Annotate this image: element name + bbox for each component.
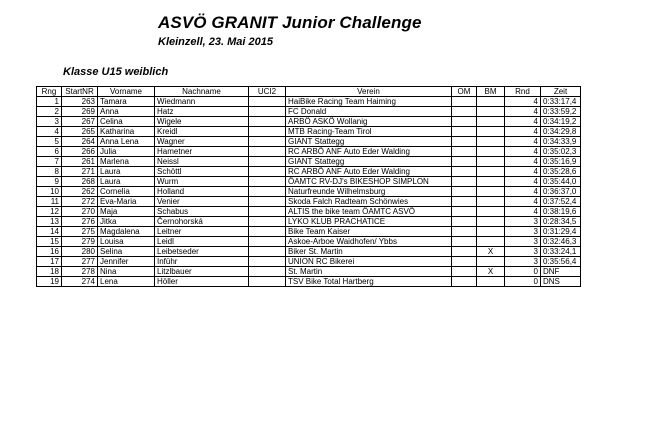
last-name-cell: Leibetseder (155, 247, 249, 257)
last-name-cell: Wigele (155, 117, 249, 127)
col-header-bm: BM (477, 87, 505, 97)
uci-cell (249, 167, 286, 177)
om-cell (452, 257, 477, 267)
laps-cell: 4 (505, 137, 541, 147)
time-cell: 0:35:44,0 (541, 177, 581, 187)
time-cell: 0:38:19,6 (541, 207, 581, 217)
time-cell: 0:35:28,6 (541, 167, 581, 177)
rank-cell: 19 (37, 277, 62, 287)
rank-cell: 10 (37, 187, 62, 197)
col-header-om: OM (452, 87, 477, 97)
om-cell (452, 157, 477, 167)
last-name-cell: Inführ (155, 257, 249, 267)
results-table-body (37, 97, 581, 287)
uci-cell (249, 247, 286, 257)
rank-cell: 17 (37, 257, 62, 267)
laps-cell: 4 (505, 187, 541, 197)
start-number-cell: 272 (62, 197, 98, 207)
col-header-rnd: Rnd (505, 87, 541, 97)
time-cell: 0:35:16,9 (541, 157, 581, 167)
table-row (37, 117, 581, 127)
om-cell (452, 217, 477, 227)
club-cell: GIANT Stattegg (286, 157, 452, 167)
uci-cell (249, 117, 286, 127)
table-row (37, 207, 581, 217)
first-name-cell: Nina (98, 267, 155, 277)
bm-cell (477, 277, 505, 287)
laps-cell: 4 (505, 117, 541, 127)
table-row (37, 177, 581, 187)
laps-cell: 3 (505, 217, 541, 227)
start-number-cell: 277 (62, 257, 98, 267)
time-cell: 0:32:46,3 (541, 237, 581, 247)
time-cell: 0:34:29,8 (541, 127, 581, 137)
table-row (37, 227, 581, 237)
start-number-cell: 269 (62, 107, 98, 117)
uci-cell (249, 187, 286, 197)
bm-cell (477, 197, 505, 207)
uci-cell (249, 277, 286, 287)
start-number-cell: 264 (62, 137, 98, 147)
time-cell: 0:33:24,1 (541, 247, 581, 257)
start-number-cell: 267 (62, 117, 98, 127)
col-header-uci2: UCI2 (249, 87, 286, 97)
first-name-cell: Lena (98, 277, 155, 287)
table-row (37, 237, 581, 247)
col-header-rng: Rng (37, 87, 62, 97)
first-name-cell: Magdalena (98, 227, 155, 237)
uci-cell (249, 257, 286, 267)
rank-cell: 8 (37, 167, 62, 177)
rank-cell: 11 (37, 197, 62, 207)
table-row (37, 137, 581, 147)
start-number-cell: 271 (62, 167, 98, 177)
first-name-cell: Laura (98, 167, 155, 177)
club-cell: FC Donald (286, 107, 452, 117)
start-number-cell: 270 (62, 207, 98, 217)
last-name-cell: Höller (155, 277, 249, 287)
laps-cell: 3 (505, 227, 541, 237)
bm-cell (477, 177, 505, 187)
bm-cell: X (477, 267, 505, 277)
first-name-cell: Laura (98, 177, 155, 187)
table-row (37, 187, 581, 197)
start-number-cell: 261 (62, 157, 98, 167)
club-cell: Bike Team Kaiser (286, 227, 452, 237)
uci-cell (249, 157, 286, 167)
laps-cell: 4 (505, 197, 541, 207)
om-cell (452, 247, 477, 257)
table-row (37, 167, 581, 177)
laps-cell: 3 (505, 237, 541, 247)
om-cell (452, 267, 477, 277)
last-name-cell: Hatz (155, 107, 249, 117)
bm-cell (477, 167, 505, 177)
club-cell: Biker St. Martin (286, 247, 452, 257)
rank-cell: 9 (37, 177, 62, 187)
last-name-cell: Schabus (155, 207, 249, 217)
uci-cell (249, 177, 286, 187)
bm-cell (477, 207, 505, 217)
club-cell: Naturfreunde Wilhelmsburg (286, 187, 452, 197)
bm-cell: X (477, 247, 505, 257)
club-cell: Askoe-Arboe Waidhofen/ Ybbs (286, 237, 452, 247)
club-cell: HaiBike Racing Team Haiming (286, 97, 452, 107)
class-heading: Klasse U15 weiblich (63, 66, 169, 78)
uci-cell (249, 97, 286, 107)
table-row (37, 157, 581, 167)
club-cell: ALTIS the bike team ÖAMTC ASVÖ (286, 207, 452, 217)
laps-cell: 0 (505, 267, 541, 277)
last-name-cell: Wagner (155, 137, 249, 147)
start-number-cell: 263 (62, 97, 98, 107)
col-header-vorname: Vorname (98, 87, 155, 97)
time-cell: 0:35:02,3 (541, 147, 581, 157)
uci-cell (249, 237, 286, 247)
club-cell: St. Martin (286, 267, 452, 277)
table-row (37, 257, 581, 267)
bm-cell (477, 157, 505, 167)
laps-cell: 4 (505, 147, 541, 157)
laps-cell: 3 (505, 247, 541, 257)
time-cell: 0:34:19,2 (541, 117, 581, 127)
start-number-cell: 278 (62, 267, 98, 277)
bm-cell (477, 257, 505, 267)
time-cell: 0:33:59,2 (541, 107, 581, 117)
first-name-cell: Celina (98, 117, 155, 127)
time-cell: 0:31:29,4 (541, 227, 581, 237)
uci-cell (249, 197, 286, 207)
start-number-cell: 265 (62, 127, 98, 137)
rank-cell: 14 (37, 227, 62, 237)
laps-cell: 4 (505, 127, 541, 137)
start-number-cell: 266 (62, 147, 98, 157)
results-table (36, 86, 581, 287)
table-row (37, 247, 581, 257)
first-name-cell: Louisa (98, 237, 155, 247)
table-row (37, 197, 581, 207)
club-cell: ÖAMTC RV-DJ's BIKESHOP SIMPLON (286, 177, 452, 187)
rank-cell: 18 (37, 267, 62, 277)
bm-cell (477, 97, 505, 107)
time-cell: DNF (541, 267, 581, 277)
rank-cell: 16 (37, 247, 62, 257)
first-name-cell: Eva-Maria (98, 197, 155, 207)
club-cell: RC ARBÖ ANF Auto Eder Walding (286, 147, 452, 157)
first-name-cell: Tamara (98, 97, 155, 107)
first-name-cell: Cornelia (98, 187, 155, 197)
uci-cell (249, 207, 286, 217)
club-cell: TSV Bike Total Hartberg (286, 277, 452, 287)
om-cell (452, 177, 477, 187)
laps-cell: 4 (505, 177, 541, 187)
event-location-date: Kleinzell, 23. Mai 2015 (158, 36, 273, 48)
om-cell (452, 277, 477, 287)
col-header-verein: Verein (286, 87, 452, 97)
col-header-startnr: StartNR (62, 87, 98, 97)
last-name-cell: Venier (155, 197, 249, 207)
rank-cell: 12 (37, 207, 62, 217)
first-name-cell: Marlena (98, 157, 155, 167)
last-name-cell: Hametner (155, 147, 249, 157)
uci-cell (249, 267, 286, 277)
om-cell (452, 187, 477, 197)
club-cell: ARBÖ ASKÖ Wollanig (286, 117, 452, 127)
time-cell: 0:35:56,4 (541, 257, 581, 267)
rank-cell: 5 (37, 137, 62, 147)
club-cell: MTB Racing-Team Tirol (286, 127, 452, 137)
bm-cell (477, 127, 505, 137)
om-cell (452, 127, 477, 137)
rank-cell: 1 (37, 97, 62, 107)
laps-cell: 4 (505, 157, 541, 167)
start-number-cell: 262 (62, 187, 98, 197)
rank-cell: 2 (37, 107, 62, 117)
page-title: ASVÖ GRANIT Junior Challenge (158, 13, 422, 32)
om-cell (452, 97, 477, 107)
first-name-cell: Jennifer (98, 257, 155, 267)
start-number-cell: 276 (62, 217, 98, 227)
laps-cell: 4 (505, 97, 541, 107)
first-name-cell: Selina (98, 247, 155, 257)
last-name-cell: Litzlbauer (155, 267, 249, 277)
uci-cell (249, 127, 286, 137)
om-cell (452, 167, 477, 177)
laps-cell: 4 (505, 167, 541, 177)
rank-cell: 6 (37, 147, 62, 157)
time-cell: 0:33:17,4 (541, 97, 581, 107)
table-row (37, 217, 581, 227)
club-cell: LYKO KLUB PRACHATICE (286, 217, 452, 227)
rank-cell: 7 (37, 157, 62, 167)
last-name-cell: Leitner (155, 227, 249, 237)
first-name-cell: Anna Lena (98, 137, 155, 147)
om-cell (452, 237, 477, 247)
rank-cell: 15 (37, 237, 62, 247)
time-cell: DNS (541, 277, 581, 287)
table-row (37, 267, 581, 277)
uci-cell (249, 147, 286, 157)
bm-cell (477, 187, 505, 197)
col-header-zeit: Zeit (541, 87, 581, 97)
om-cell (452, 137, 477, 147)
last-name-cell: Kreidl (155, 127, 249, 137)
om-cell (452, 117, 477, 127)
first-name-cell: Jitka (98, 217, 155, 227)
results-table-header (37, 87, 581, 97)
time-cell: 0:34:33,9 (541, 137, 581, 147)
bm-cell (477, 237, 505, 247)
club-cell: UNION RC Bikerei (286, 257, 452, 267)
last-name-cell: Wurm (155, 177, 249, 187)
bm-cell (477, 107, 505, 117)
first-name-cell: Julia (98, 147, 155, 157)
om-cell (452, 107, 477, 117)
club-cell: RC ARBÖ ANF Auto Eder Walding (286, 167, 452, 177)
bm-cell (477, 147, 505, 157)
table-row (37, 147, 581, 157)
start-number-cell: 268 (62, 177, 98, 187)
om-cell (452, 207, 477, 217)
time-cell: 0:37:52,4 (541, 197, 581, 207)
last-name-cell: Neissl (155, 157, 249, 167)
col-header-nachname: Nachname (155, 87, 249, 97)
last-name-cell: Schöttl (155, 167, 249, 177)
rank-cell: 13 (37, 217, 62, 227)
laps-cell: 4 (505, 107, 541, 117)
start-number-cell: 275 (62, 227, 98, 237)
bm-cell (477, 227, 505, 237)
time-cell: 0:28:34,5 (541, 217, 581, 227)
om-cell (452, 197, 477, 207)
first-name-cell: Katharina (98, 127, 155, 137)
table-row (37, 107, 581, 117)
first-name-cell: Anna (98, 107, 155, 117)
uci-cell (249, 227, 286, 237)
om-cell (452, 227, 477, 237)
last-name-cell: Holland (155, 187, 249, 197)
uci-cell (249, 137, 286, 147)
bm-cell (477, 217, 505, 227)
laps-cell: 0 (505, 277, 541, 287)
om-cell (452, 147, 477, 157)
club-cell: GIANT Stattegg (286, 137, 452, 147)
start-number-cell: 280 (62, 247, 98, 257)
last-name-cell: Leidl (155, 237, 249, 247)
bm-cell (477, 117, 505, 127)
bm-cell (477, 137, 505, 147)
laps-cell: 3 (505, 257, 541, 267)
table-row (37, 277, 581, 287)
table-row (37, 97, 581, 107)
last-name-cell: Černohorská (155, 217, 249, 227)
start-number-cell: 279 (62, 237, 98, 247)
first-name-cell: Maja (98, 207, 155, 217)
last-name-cell: Wiedmann (155, 97, 249, 107)
laps-cell: 4 (505, 207, 541, 217)
uci-cell (249, 107, 286, 117)
start-number-cell: 274 (62, 277, 98, 287)
rank-cell: 4 (37, 127, 62, 137)
time-cell: 0:36:37,0 (541, 187, 581, 197)
table-row (37, 127, 581, 137)
uci-cell (249, 217, 286, 227)
club-cell: Skoda Falch Radteam Schönwies (286, 197, 452, 207)
rank-cell: 3 (37, 117, 62, 127)
